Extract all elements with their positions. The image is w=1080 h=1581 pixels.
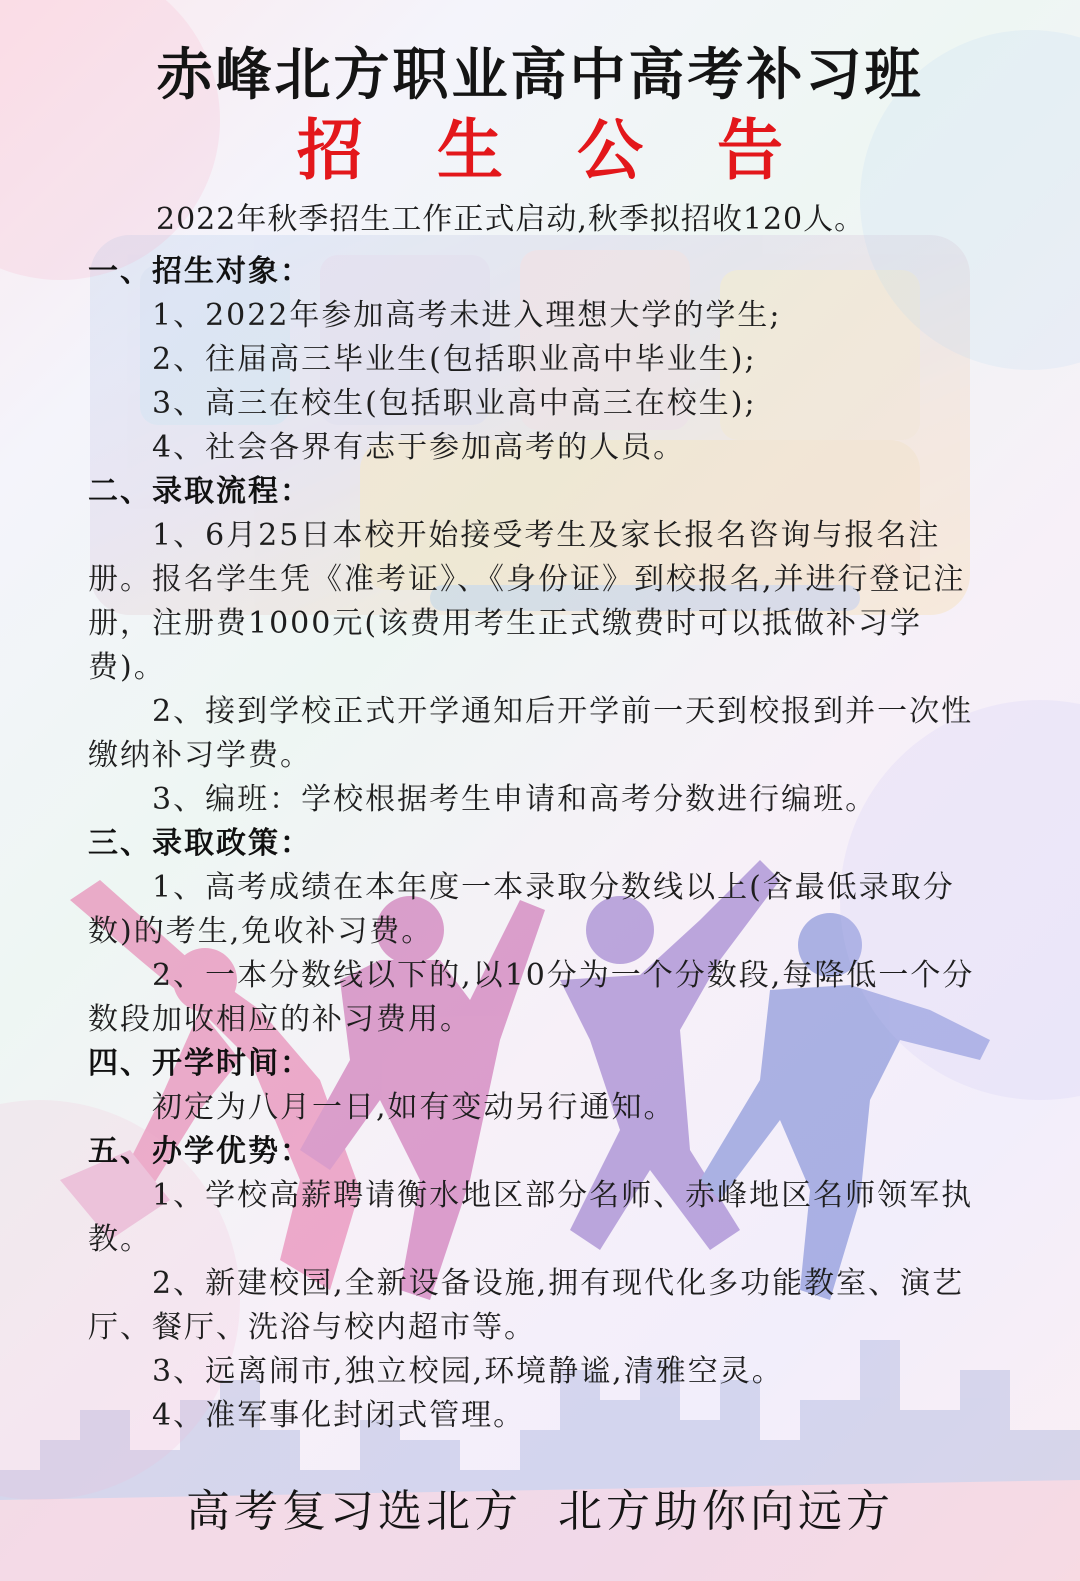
section-item: 2、新建校园,全新设备设施,拥有现代化多功能教室、演艺厅、餐厅、洗浴与校内超市等。 bbox=[88, 1266, 965, 1345]
announcement-subtitle: 招生公告 bbox=[297, 111, 857, 189]
section-heading: 五、办学优势： bbox=[88, 1134, 312, 1169]
poster-title: 赤峰北方职业高中高考补习班 bbox=[156, 42, 924, 108]
section-school-advantages bbox=[88, 1130, 988, 1438]
section-heading: 一、招生对象： bbox=[88, 254, 312, 289]
section-item: 1、2022年参加高考未进入理想大学的学生; bbox=[152, 298, 782, 333]
section-admission-policy bbox=[88, 822, 988, 1042]
section-item: 4、社会各界有志于参加高考的人员。 bbox=[152, 430, 686, 465]
announcement-body bbox=[88, 250, 988, 1438]
section-item: 1、6月25日本校开始接受考生及家长报名咨询与报名注册。报名学生凭《准考证》、《身份证》到校报名,并进行登记注册，注册费1000元(该费用考生正式缴费时可以抵做补习学费)。 bbox=[88, 518, 966, 685]
section-item: 3、高三在校生(包括职业高中高三在校生); bbox=[152, 386, 757, 421]
section-item: 2、接到学校正式开学通知后开学前一天到校报到并一次性缴纳补习学费。 bbox=[88, 694, 974, 773]
section-heading: 四、开学时间： bbox=[88, 1046, 312, 1081]
section-item: 3、编班：学校根据考生申请和高考分数进行编班。 bbox=[152, 782, 878, 817]
intro-line: 2022年秋季招生工作正式启动,秋季拟招收120人。 bbox=[156, 202, 866, 237]
section-item: 3、远离闹市,独立校园,环境静谧,清雅空灵。 bbox=[152, 1354, 784, 1389]
section-item: 4、准军事化封闭式管理。 bbox=[152, 1398, 526, 1433]
section-start-date bbox=[88, 1042, 988, 1130]
section-enrollment-targets bbox=[88, 250, 988, 470]
bottom-slogan: 高考复习选北方 北方助你向远方 bbox=[186, 1486, 894, 1537]
section-item: 2、一本分数线以下的,以10分为一个分数段,每降低一个分数段加收相应的补习费用。 bbox=[88, 958, 975, 1037]
section-item: 2、往届高三毕业生(包括职业高中毕业生); bbox=[152, 342, 757, 377]
section-admission-process bbox=[88, 470, 988, 822]
section-item: 1、高考成绩在本年度一本录取分数线以上(含最低录取分数)的考生,免收补习费。 bbox=[88, 870, 955, 949]
section-heading: 三、录取政策： bbox=[88, 826, 312, 861]
section-item: 初定为八月一日,如有变动另行通知。 bbox=[152, 1090, 676, 1125]
section-item: 1、学校高薪聘请衡水地区部分名师、赤峰地区名师领军执教。 bbox=[88, 1178, 974, 1257]
section-heading: 二、录取流程： bbox=[88, 474, 312, 509]
